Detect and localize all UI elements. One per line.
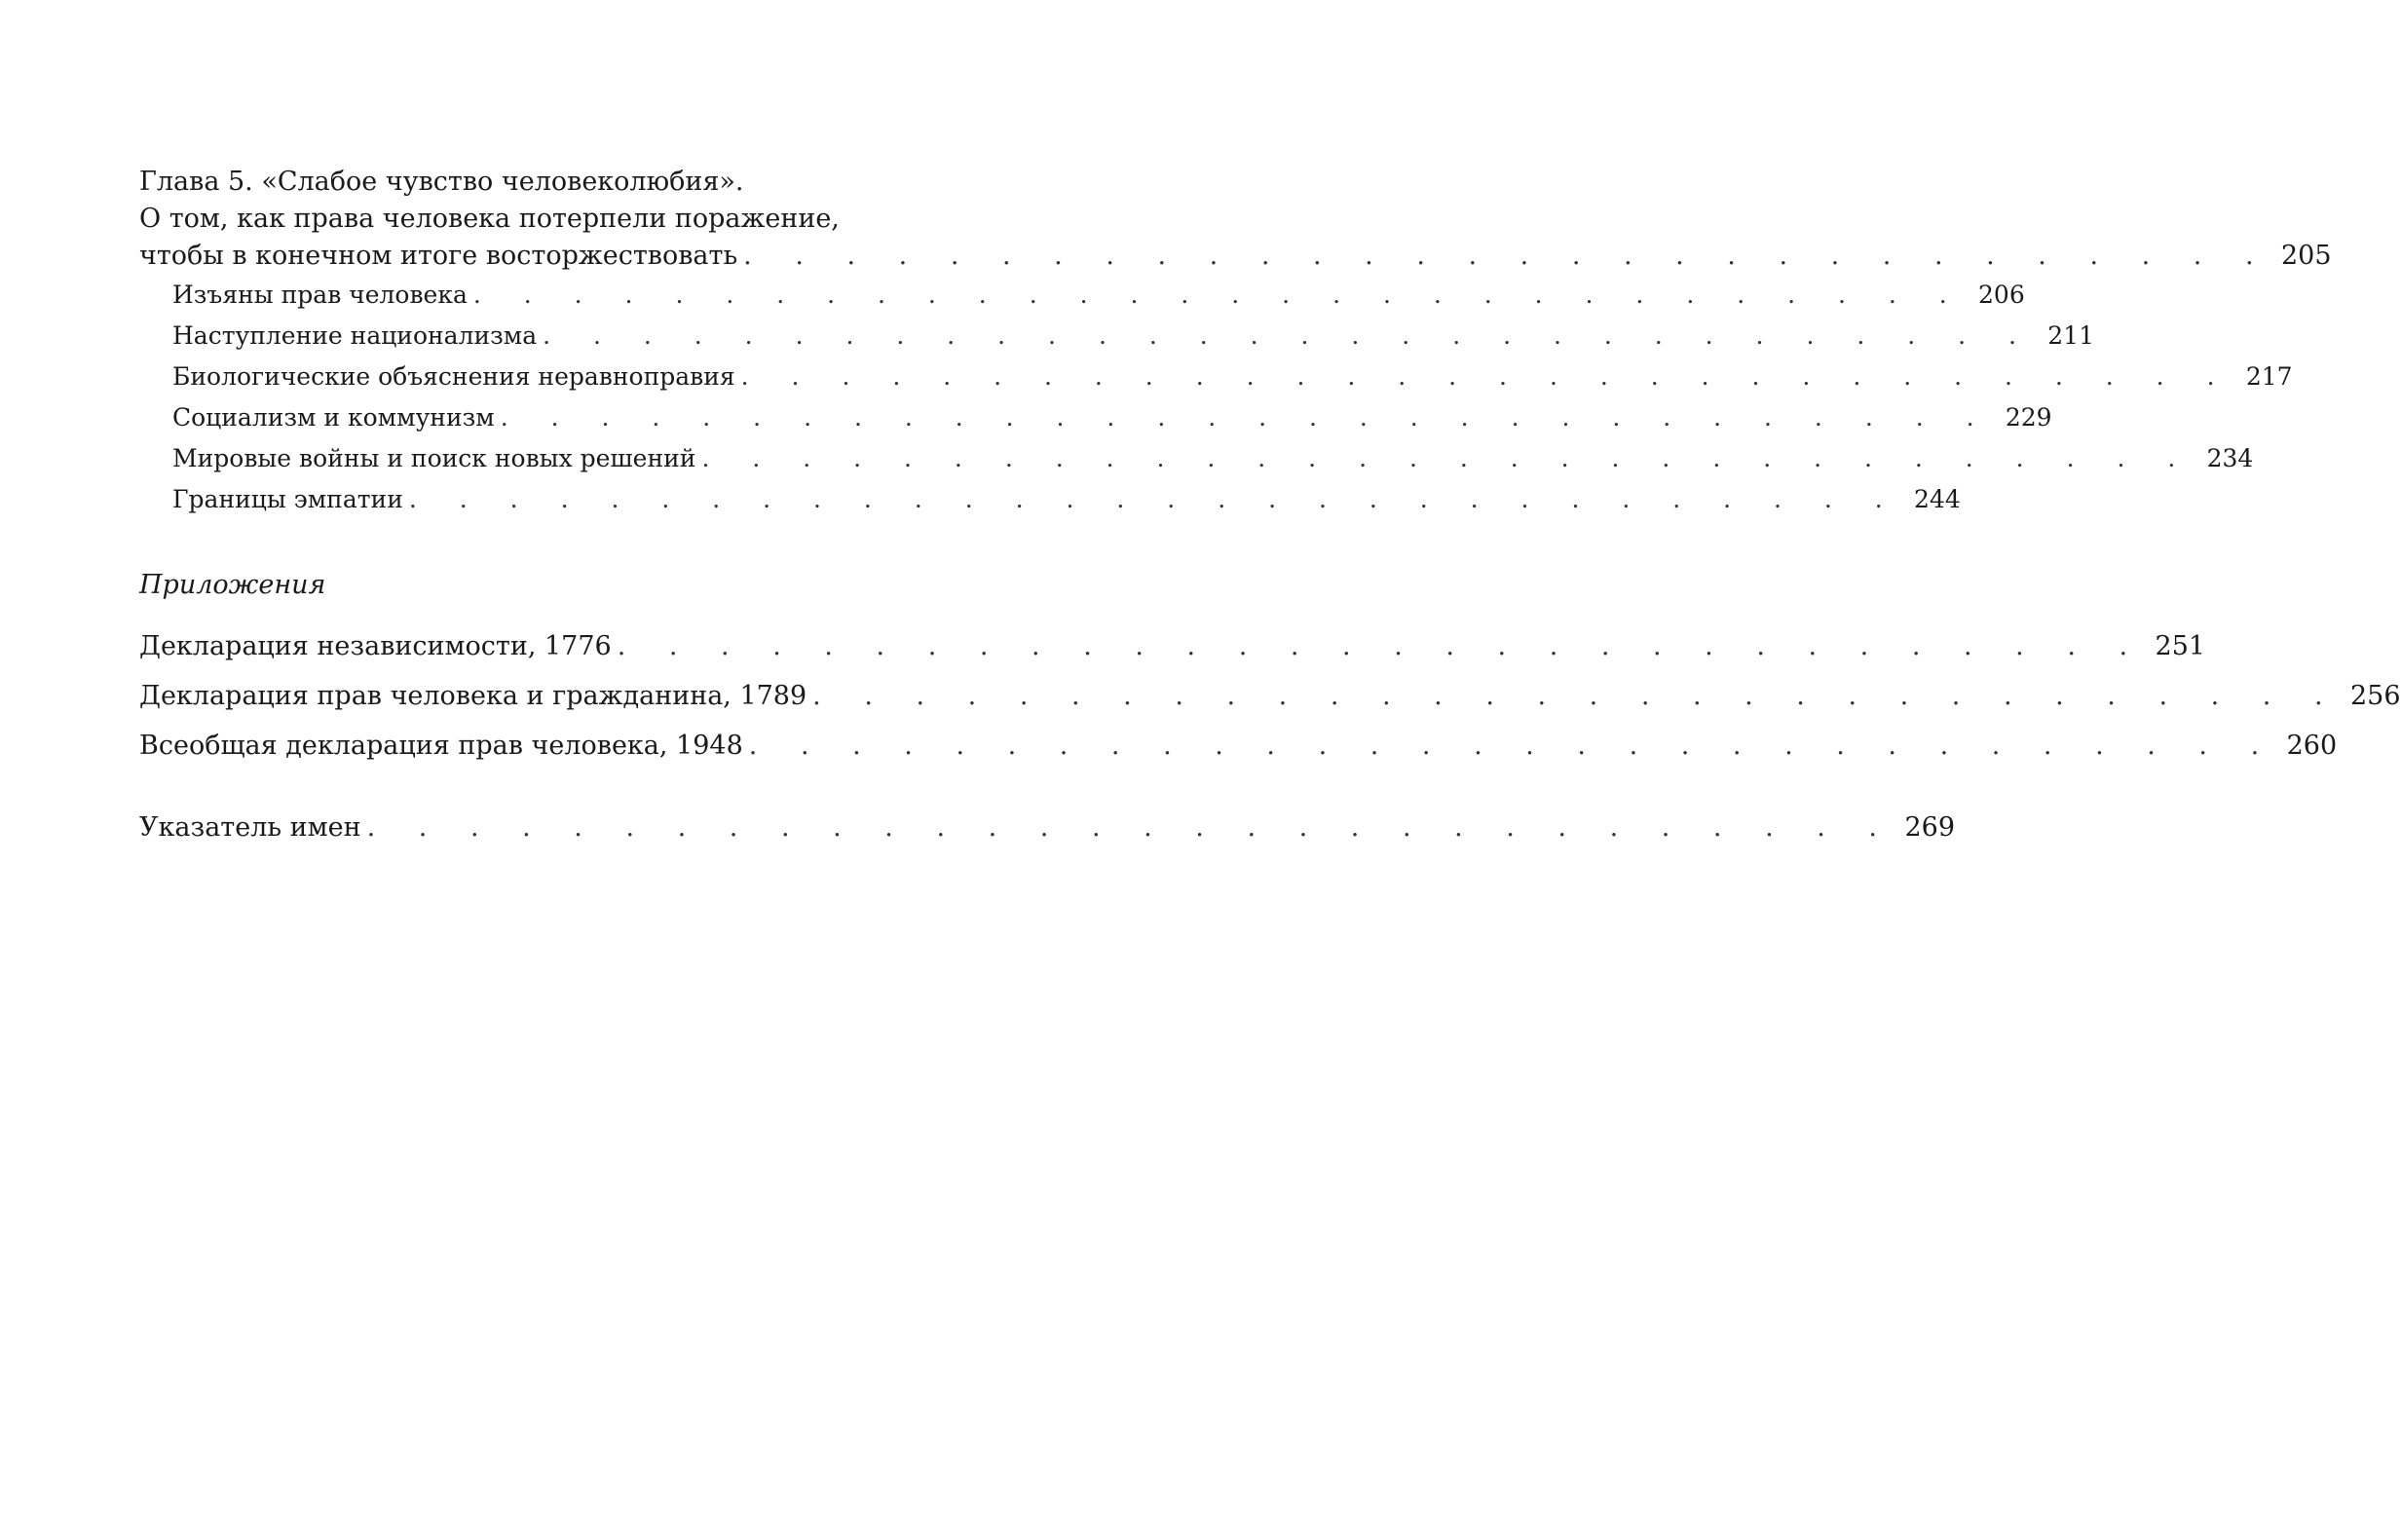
section-title: Наступление национализма	[172, 321, 538, 350]
section-entry[interactable]	[139, 397, 2052, 438]
appendix-page-number: 256	[2350, 681, 2401, 711]
section-title: Границы эмпатии	[172, 485, 403, 513]
chapter-page-number: 205	[2281, 241, 2332, 271]
section-title: Изъяны прав человека	[172, 281, 468, 309]
index-entry[interactable]	[139, 809, 1956, 846]
chapter-title-line-2: О том, как права человека потерпели поражение,	[139, 204, 840, 234]
appendix-heading: Приложения	[139, 570, 326, 600]
appendix-list	[139, 621, 2401, 770]
section-entry[interactable]	[139, 479, 1961, 520]
dot-leader: . . . . . . . . . . . . . . . . . . . . . . . . . . . . . .	[617, 631, 2146, 661]
dot-leader: . . . . . . . . . . . . . . . . . . . . . . . . . . . . . .	[366, 812, 1895, 843]
dot-leader: . . . . . . . . . . . . . . . . . . . . . . . . . . . . . .	[740, 362, 2232, 391]
chapter-title-line-3-row	[139, 238, 2332, 275]
dot-leader: . . . . . . . . . . . . . . . . . . . . . . . . . . . . . .	[812, 681, 2341, 711]
section-title: Биологические объяснения неравноправия	[172, 362, 735, 391]
section-page-number: 244	[1914, 485, 1961, 513]
appendix-title: Декларация прав человека и гражданина, 1789	[139, 681, 807, 711]
index-block	[139, 809, 1956, 846]
section-entry[interactable]	[139, 357, 2293, 397]
appendix-entry[interactable]	[139, 721, 2338, 770]
dot-leader: . . . . . . . . . . . . . . . . . . . . . . . . . . . . . .	[748, 731, 2277, 761]
appendix-entry[interactable]	[139, 621, 2206, 671]
table-of-contents	[139, 164, 2401, 846]
dot-leader: . . . . . . . . . . . . . . . . . . . . . . . . . . . . . .	[543, 321, 2034, 350]
dot-leader: . . . . . . . . . . . . . . . . . . . . . . . . . . . . . .	[701, 444, 2194, 472]
index-title: Указатель имен	[139, 812, 361, 843]
appendix-title: Всеобщая декларация прав человека, 1948	[139, 731, 743, 761]
chapter-5-entry[interactable]	[139, 164, 2332, 275]
appendix-page-number: 260	[2286, 731, 2338, 761]
section-entry[interactable]	[139, 275, 2025, 316]
dot-leader: . . . . . . . . . . . . . . . . . . . . . . . . . . . . . .	[500, 403, 1992, 432]
section-page-number: 206	[1978, 281, 2025, 309]
section-entry[interactable]	[139, 438, 2254, 479]
chapter-sections	[139, 275, 2293, 520]
section-entry[interactable]	[139, 316, 2094, 357]
section-page-number: 211	[2047, 321, 2094, 350]
section-title: Мировые войны и поиск новых решений	[172, 444, 696, 472]
index-page-number: 269	[1904, 812, 1956, 843]
dot-leader: . . . . . . . . . . . . . . . . . . . . . . . . . . . . . .	[743, 241, 2271, 271]
dot-leader: . . . . . . . . . . . . . . . . . . . . . . . . . . . . . .	[472, 281, 1965, 309]
section-page-number: 217	[2245, 362, 2293, 391]
section-page-number: 229	[2005, 403, 2052, 432]
chapter-title-line-1: Глава 5. «Слабое чувство человеколюбия».	[139, 167, 744, 197]
appendix-title: Декларация независимости, 1776	[139, 631, 612, 661]
section-page-number: 234	[2206, 444, 2254, 472]
appendix-entry[interactable]	[139, 671, 2401, 721]
chapter-title-line-3: чтобы в конечном итоге восторжествовать	[139, 241, 738, 271]
appendix-page-number: 251	[2155, 631, 2206, 661]
section-title: Социализм и коммунизм	[172, 403, 495, 432]
dot-leader: . . . . . . . . . . . . . . . . . . . . . . . . . . . . . .	[408, 485, 1900, 513]
